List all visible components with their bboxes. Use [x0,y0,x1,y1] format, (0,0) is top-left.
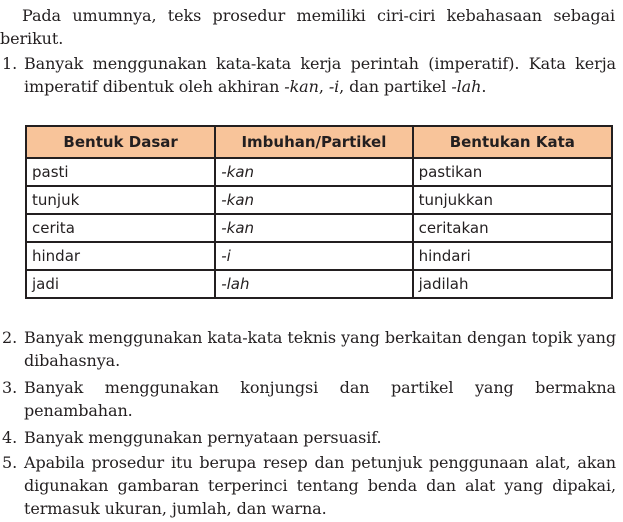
list-number: 4. [2,428,18,447]
table-row [26,158,612,186]
table-row [26,270,612,298]
table-header-row [26,126,612,158]
derived-word-cell: tunjukkan [413,186,612,214]
list-item-1 [0,52,616,98]
affix-table [25,125,613,299]
separator: , dan partikel [339,77,452,96]
separator: , [318,77,329,96]
column-header: Imbuhan/Partikel [215,126,412,158]
base-word-cell: jadi [26,270,215,298]
list-item-3 [0,376,616,422]
table-row [26,242,612,270]
affix-cell: -i [215,242,412,270]
intro-paragraph: Pada umumnya, teks prosedur memiliki ciri-ciri kebahasaan sebagai berikut. [0,6,615,48]
affix-cell: -kan [215,214,412,242]
list-number: 2. [2,328,18,347]
particle-lah: -lah [451,77,482,96]
table-row [26,186,612,214]
column-header: Bentukan Kata [413,126,612,158]
base-word-cell: pasti [26,158,215,186]
suffix-kan: -kan [284,77,319,96]
sentence-end: . [481,77,487,96]
list-number: 5. [2,453,18,472]
base-word-cell: hindar [26,242,215,270]
affix-cell: -kan [215,158,412,186]
base-word-cell: cerita [26,214,215,242]
column-header: Bentuk Dasar [26,126,215,158]
list-text: Banyak menggunakan kata-kata teknis yang berkaitan dengan topik yang dibahasnya. [24,328,616,370]
list-text [24,52,616,98]
list-text: Apabila prosedur itu berupa resep dan petunjuk penggunaan alat, akan digunakan gambaran terperinci tentang benda dan alat yang dipakai, termasuk ukuran, jumlah, dan warna. [24,453,616,518]
affix-cell: -lah [215,270,412,298]
list-item-2 [0,326,616,372]
list-text-main: Banyak menggunakan kata-kata kerja perintah (imperatif). Kata kerja imperatif dibentuk oleh akhiran [24,54,616,96]
affix-cell: -kan [215,186,412,214]
derived-word-cell: jadilah [413,270,612,298]
table-row [26,214,612,242]
derived-word-cell: ceritakan [413,214,612,242]
list-number: 3. [2,378,18,397]
list-number: 1. [2,54,18,73]
list-item-5 [0,451,616,520]
list-text: Banyak menggunakan pernyataan persuasif. [24,428,382,447]
suffix-i: -i [328,77,340,96]
list-text: Banyak menggunakan konjungsi dan partikel yang bermakna penambahan. [24,378,616,420]
base-word-cell: tunjuk [26,186,215,214]
derived-word-cell: hindari [413,242,612,270]
derived-word-cell: pastikan [413,158,612,186]
list-item-4 [0,426,616,449]
